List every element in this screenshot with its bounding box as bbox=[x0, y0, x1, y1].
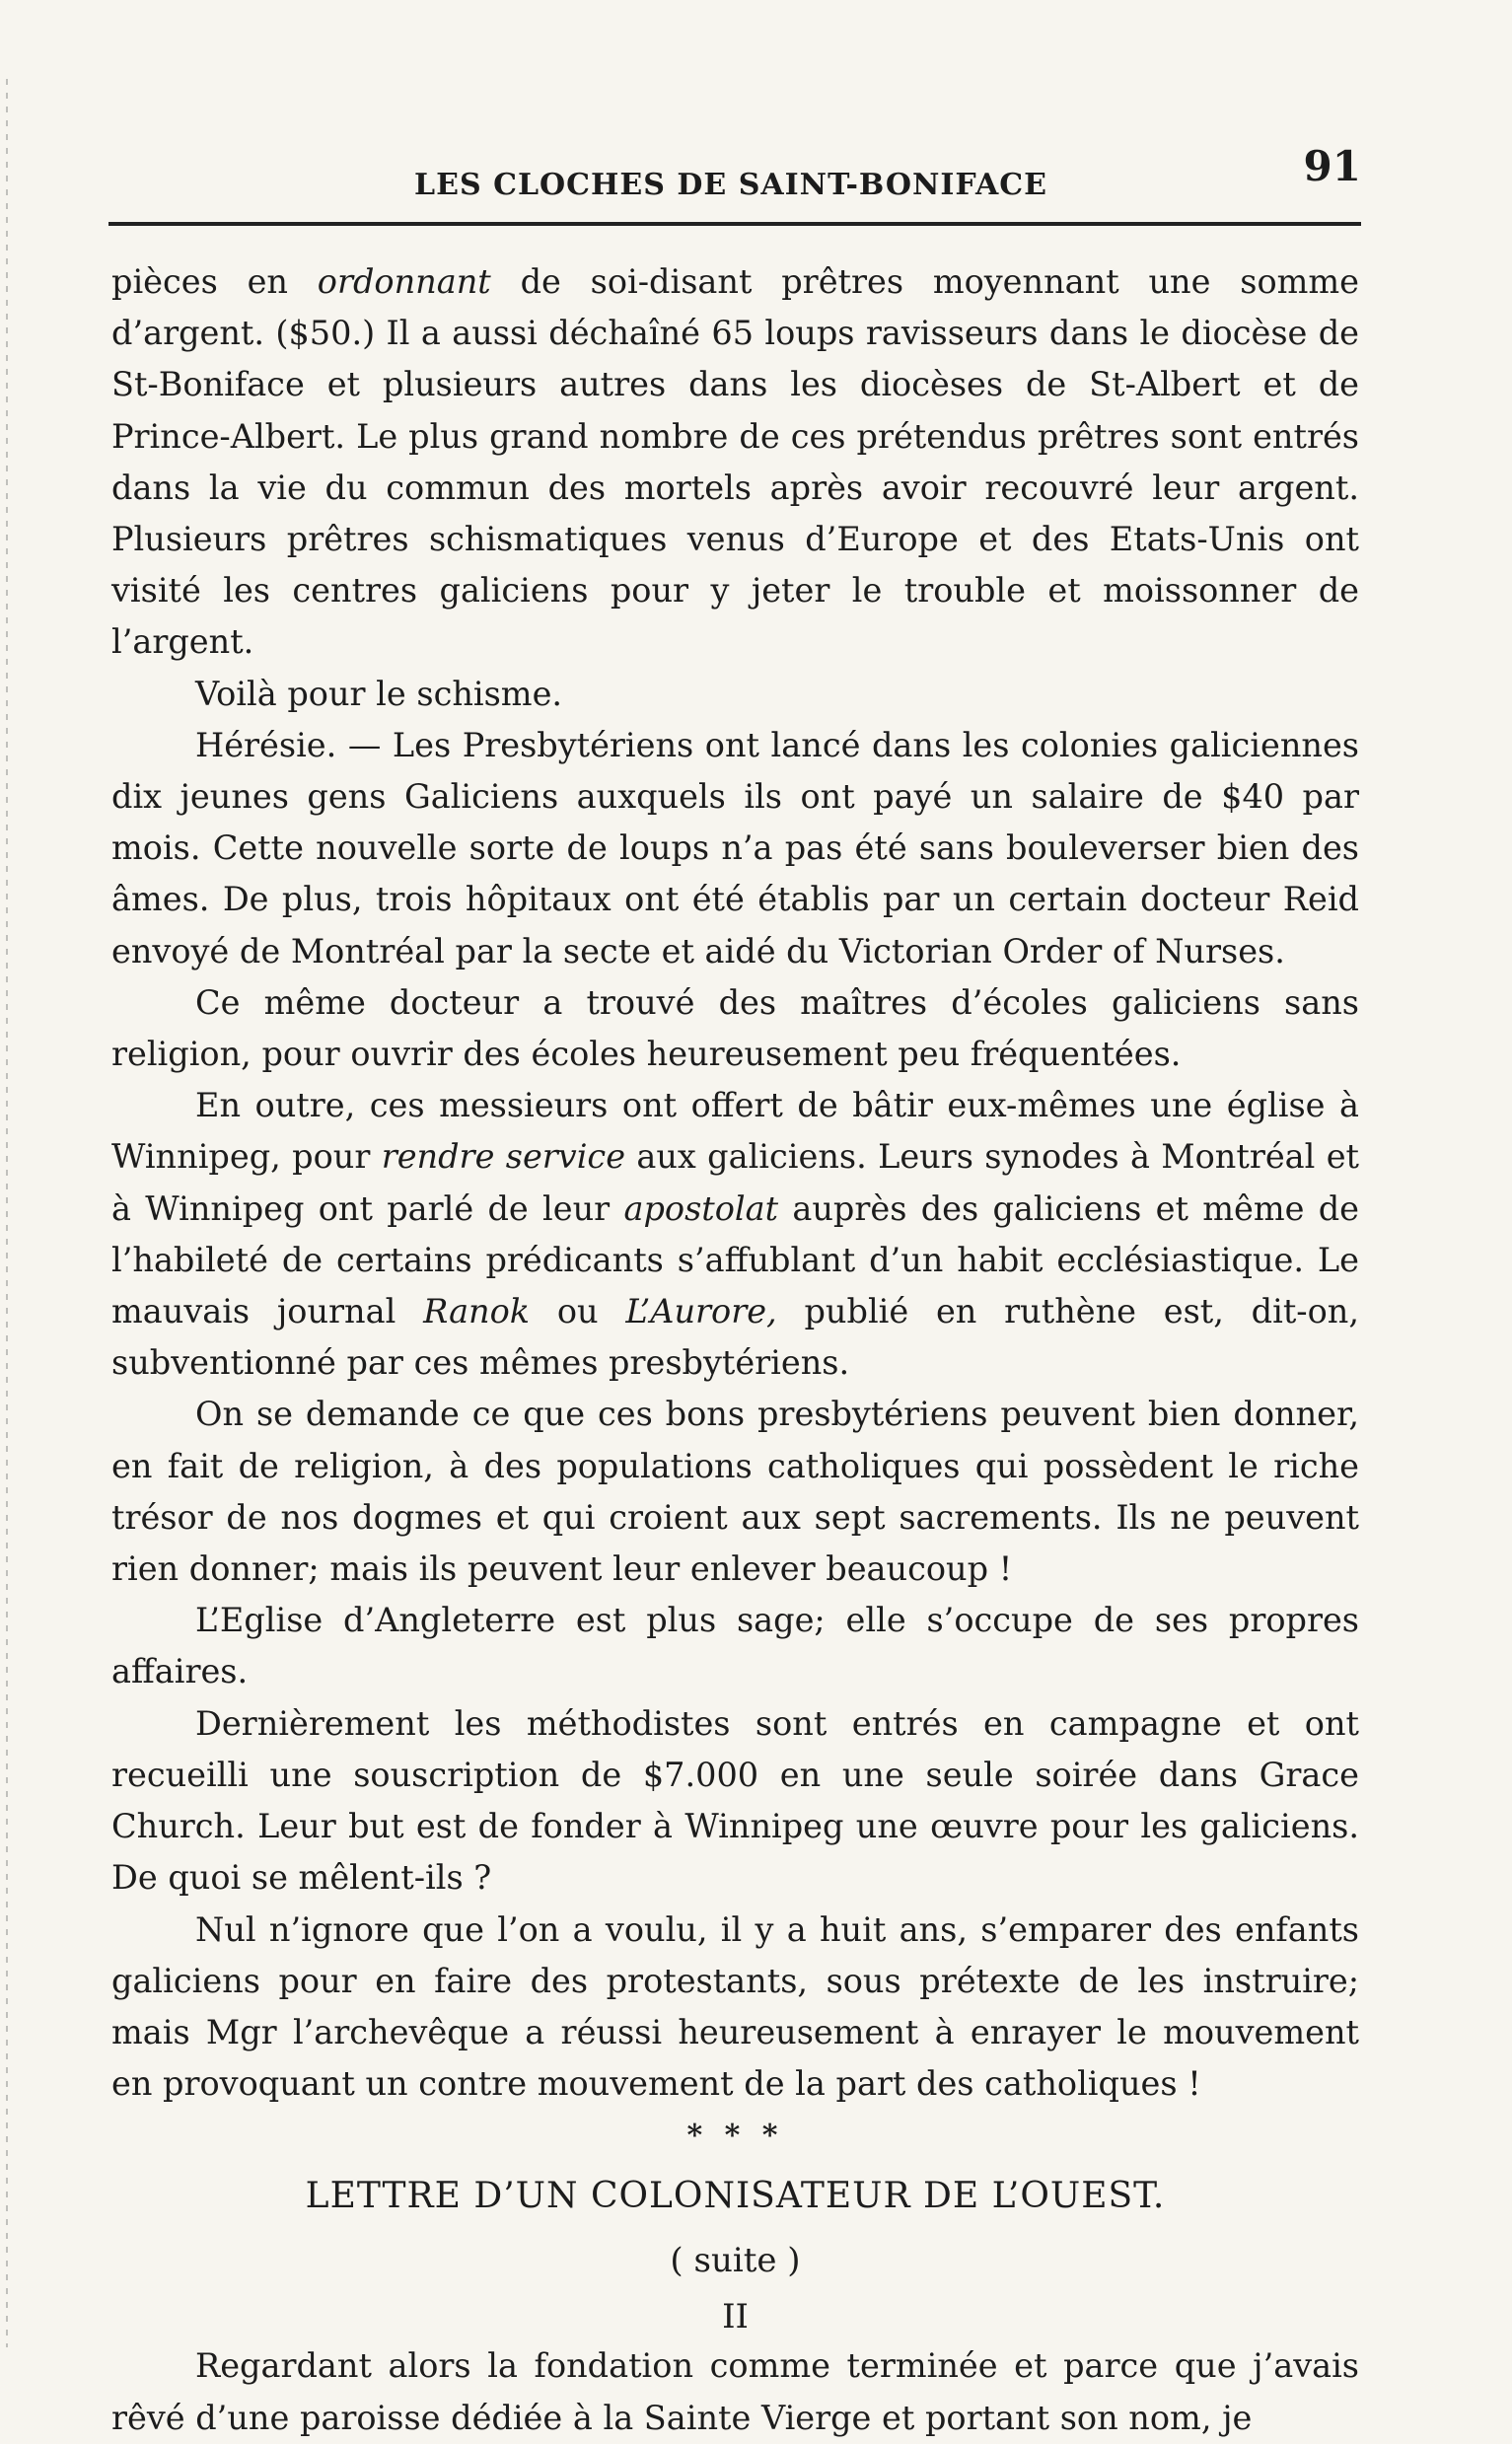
paragraph-list bbox=[111, 256, 1359, 2110]
header-rule bbox=[108, 222, 1361, 226]
running-title: LES CLOCHES DE SAINT-BONIFACE bbox=[414, 168, 1047, 202]
text-run: auprès des galiciens et même de l’habileté de certains prédicants s’affublant d’un habit ecclésiastique. Le mauvais journal bbox=[111, 1188, 1360, 1331]
text-run: pièces en bbox=[111, 262, 318, 301]
section-suite: ( suite ) bbox=[670, 2241, 801, 2281]
paragraph bbox=[111, 1080, 1359, 1389]
text-run: Ce même docteur a trouvé des maîtres d’écoles galiciens sans religion, pour ouvrir des écoles heureusement peu fréquentées. bbox=[111, 982, 1359, 1074]
text-run: de soi-disant prêtres moyennant une somme d’argent. ($50.) Il a aussi déchaîné 65 loups ravisseurs dans le diocèse de St-Boniface et plusieurs autres dans les diocèses de St-Albert et de Prince-Albert. Le plus grand nombre de ces prétendus prêtres sont entrés dans la vie du commun des mortels après avoir recouvré leur argent. Plusieurs prêtres schismatiques venus d’Europe et des Etats-Unis ont visité les centres galiciens pour y jeter le trouble et moissonner de l’argent. bbox=[111, 262, 1359, 662]
text-run: ou bbox=[530, 1292, 626, 1331]
text-run: On se demande ce que ces bons presbytériens peuvent bien donner, en fait de religion, à des populations catholiques qui possèdent le riche trésor de nos dogmes et qui croient aux sept sacrements. Ils ne peuvent rien donner; mais ils peuvent leur enlever beaucoup ! bbox=[111, 1395, 1359, 1589]
italic-text: apostolat bbox=[623, 1188, 779, 1228]
page-number: 91 bbox=[1303, 142, 1361, 190]
text-run: aux galiciens. Leurs synodes à Montréal et à Winnipeg ont parlé de leur bbox=[111, 1137, 1359, 1228]
text-run: Voilà pour le schisme. bbox=[195, 674, 563, 713]
paragraph bbox=[111, 1905, 1359, 2111]
paragraph bbox=[111, 1595, 1359, 1697]
page-edge-mark bbox=[6, 79, 8, 2347]
italic-text: Ranok bbox=[423, 1292, 531, 1331]
text-run: En outre, ces messieurs ont offert de bâtir eux-mêmes une église à Winnipeg, pour bbox=[111, 1086, 1359, 1177]
closing-paragraph bbox=[111, 2340, 1359, 2443]
paragraph bbox=[111, 977, 1359, 1080]
paragraph bbox=[111, 720, 1359, 977]
italic-text: ordonnant bbox=[317, 262, 491, 301]
text-run: publié en ruthène est, dit-on, subventionné par ces mêmes presbytériens. bbox=[111, 1292, 1359, 1383]
paragraph bbox=[111, 1389, 1359, 1595]
italic-text: rendre service bbox=[381, 1137, 626, 1177]
paragraph bbox=[111, 256, 1359, 669]
italic-text: L’Aurore, bbox=[625, 1292, 777, 1331]
body-text bbox=[111, 256, 1359, 2444]
section-ornament: * * * bbox=[686, 2119, 784, 2154]
paragraph bbox=[111, 669, 1359, 720]
text-run: Regardant alors la fondation comme terminée et parce que j’avais rêvé d’une paroisse dédiée à la Sainte Vierge et portant son nom, je bbox=[111, 2346, 1359, 2437]
text-run: Hérésie. — Les Presbytériens ont lancé dans les colonies galiciennes dix jeunes gens Galiciens auxquels ils ont payé un salaire de $40 par mois. Cette nouvelle sorte de loups n’a pas été sans bouleverser bien des âmes. De plus, trois hôpitaux ont été établis par un certain docteur Reid envoyé de Montréal par la secte et aidé du Victorian Order of Nurses. bbox=[111, 725, 1359, 970]
text-run: Nul n’ignore que l’on a voulu, il y a huit ans, s’emparer des enfants galiciens pour en faire des protestants, sous prétexte de les instruire; mais Mgr l’archevêque a réussi heureusement à enrayer le mouvement en provoquant un contre mouvement de la part des catholiques ! bbox=[111, 1909, 1359, 2104]
section-number: II bbox=[722, 2297, 749, 2337]
section-title: LETTRE D’UN COLONISATEUR DE L’OUEST. bbox=[305, 2176, 1166, 2217]
paragraph bbox=[111, 1698, 1359, 1905]
text-run: L’Eglise d’Angleterre est plus sage; elle s’occupe de ses propres affaires. bbox=[111, 1601, 1359, 1691]
page-header bbox=[108, 138, 1371, 217]
text-run: Dernièrement les méthodistes sont entrés en campagne et ont recueilli une souscription de $7.000 en une seule soirée dans Grace Church. Leur but est de fonder à Winnipeg une œuvre pour les galiciens. De quoi se mêlent-ils ? bbox=[111, 1703, 1359, 1898]
